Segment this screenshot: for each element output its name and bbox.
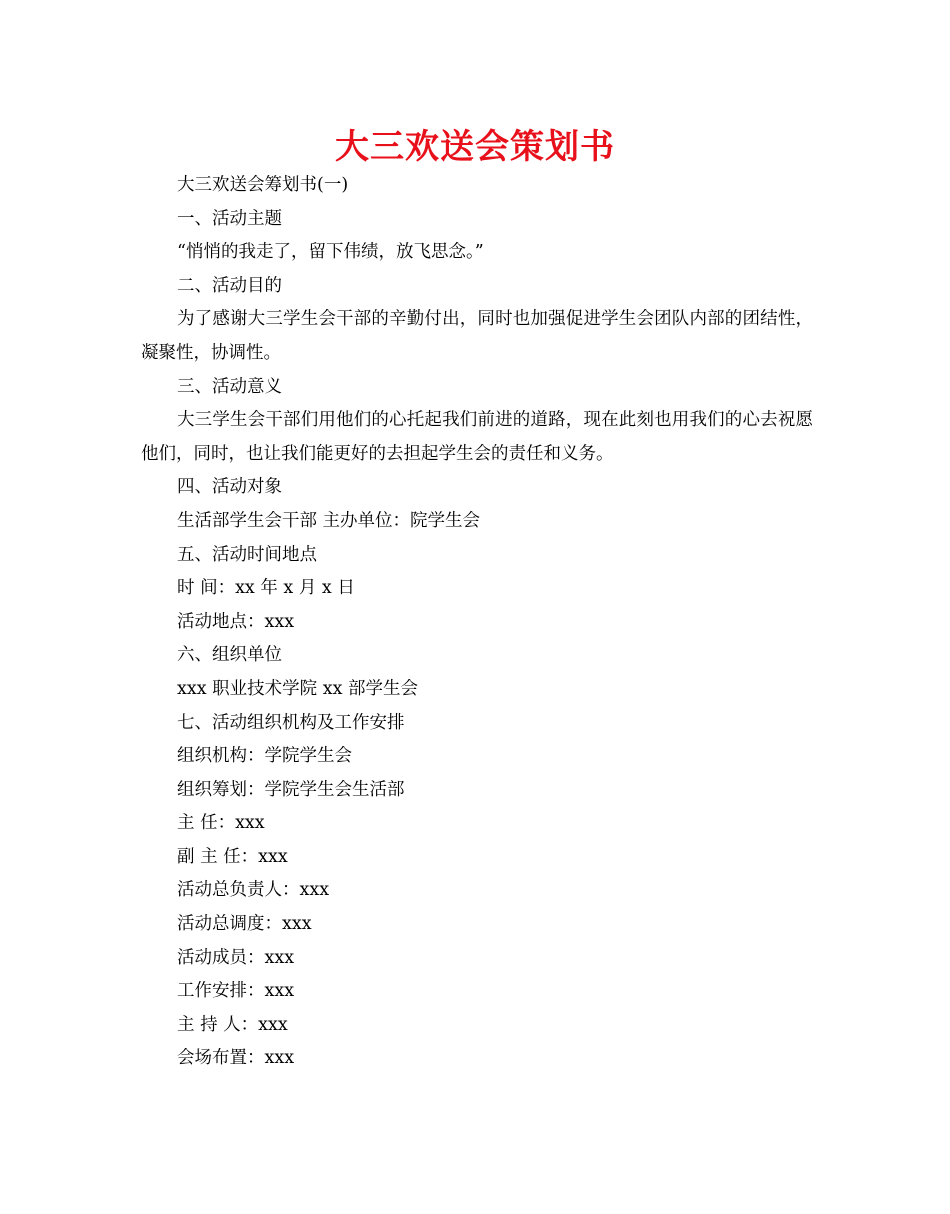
- host-line: 主 持 人：xxx: [177, 1014, 288, 1035]
- section-heading-significance: 三、活动意义: [177, 376, 282, 397]
- deputy-director-line: 副 主 任：xxx: [177, 846, 288, 867]
- time-line: 时 间：xx 年 x 月 x 日: [177, 578, 355, 599]
- section-heading-purpose: 二、活动目的: [177, 275, 282, 296]
- significance-paragraph: 大三学生会干部们用他们的心托起我们前进的道路，现在此刻也用我们的心去祝愿他们，同时，也让我们能更好的去担起学生会的责任和义务。: [141, 410, 813, 464]
- venue-layout-line: 会场布置：xxx: [177, 1048, 295, 1069]
- purpose-paragraph: 为了感谢大三学生会干部的辛勤付出，同时也加强促进学生会团队内部的团结性，凝聚性，协调性。: [141, 309, 813, 363]
- organizer-line: xxx 职业技术学院 xx 部学生会: [177, 678, 419, 699]
- audience-line: 生活部学生会干部 主办单位：院学生会: [177, 510, 481, 531]
- section-heading-organizer: 六、组织单位: [177, 645, 282, 666]
- document-body: [141, 169, 813, 1076]
- org-planning-line: 组织筹划：学院学生会生活部: [177, 779, 405, 800]
- theme-quote: “悄悄的我走了，留下伟绩，放飞思念。”: [177, 242, 484, 263]
- chief-person-line: 活动总负责人：xxx: [177, 880, 330, 901]
- director-line: 主 任：xxx: [177, 813, 265, 834]
- subtitle-line: 大三欢送会筹划书(一): [177, 175, 349, 195]
- chief-dispatcher-line: 活动总调度：xxx: [177, 914, 312, 935]
- section-heading-audience: 四、活动对象: [177, 477, 282, 498]
- org-structure-line: 组织机构：学院学生会: [177, 746, 352, 767]
- document-title: 大三欢送会策划书: [335, 127, 615, 167]
- members-line: 活动成员：xxx: [177, 947, 295, 968]
- section-heading-theme: 一、活动主题: [177, 208, 282, 229]
- work-arrangement-line: 工作安排：xxx: [177, 981, 295, 1002]
- section-heading-time-place: 五、活动时间地点: [177, 544, 317, 565]
- place-line: 活动地点：xxx: [177, 611, 295, 632]
- section-heading-arrangement: 七、活动组织机构及工作安排: [177, 712, 405, 733]
